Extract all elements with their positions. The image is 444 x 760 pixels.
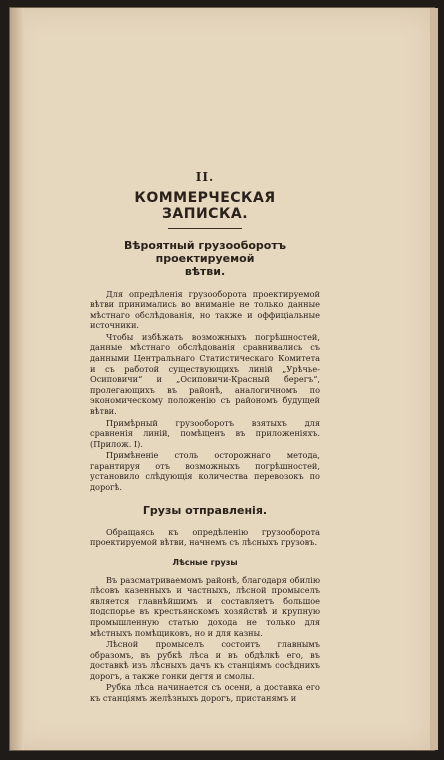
subsection-title-line2: вѣтви. [184,265,226,279]
paragraph: Чтобы избѣжать возможныхъ погрѣшностей, данные мѣстнаго обслѣдованія сравнивались съ данными Центральнаго Статистическаго Комитета и съ работой существующихъ линій „Урѣчье-Осиповичи“ и „Осиповичи-Красный берегъ“, пролегающихъ въ районѣ, аналогичномъ по экономическому положенію съ райономъ будущей вѣтви. [90,331,320,416]
subsection-title-forest: Лѣсные грузы [172,557,238,567]
subsection-title-cargo: Грузы отправленія. [142,503,268,517]
title-rule [168,228,242,229]
page-content [90,170,320,704]
paragraph: Примѣненіе столь осторожнаго метода, гарантируя отъ возможныхъ погрѣшностей, установило слѣдующія количества перевозокъ по дорогѣ. [90,450,320,492]
paragraph: Для опредѣленія грузооборота проектируемой вѣтви принимались во вниманіе не только данные мѣстнаго обслѣдованія, но также и оффиціальные источники. [90,288,320,331]
page-gutter [10,8,24,750]
spacer [90,494,320,504]
paragraph: Лѣсной промыселъ состоитъ главнымъ образомъ, въ рубкѣ лѣса и въ обдѣлкѣ его, въ доставкѣ изъ лѣсныхъ дачъ къ станціямъ сосѣднихъ дорогъ, а также гонки дегтя и смолы. [90,639,320,681]
paragraph: Примѣрный грузооборотъ взятыхъ для сравненія линій, помѣщенъ въ приложеніяхъ. (Прилож. I). [90,417,320,449]
section-number: II. [195,170,215,184]
subsection-title-turnover [90,239,320,279]
paragraph: Въ разсматриваемомъ районѣ, благодаря обилію лѣсовъ казенныхъ и частныхъ, лѣсной промыселъ является главнѣйшимъ и составляетъ большое подспорье въ крестьянскомъ хозяйствѣ и крупную промышленную статью дохода не только для мѣстныхъ помѣщиковъ, но и для казны. [90,574,320,638]
paragraph: Обращаясь къ опредѣленію грузооборота проектируемой вѣтви, начнемъ съ лѣсныхъ грузовъ. [90,526,320,548]
subsection-title-line1: Вѣроятный грузооборотъ проектируемой [123,239,287,266]
page-edge [430,8,438,750]
paragraph: Рубка лѣса начинается съ осени, а доставка его къ станціямъ желѣзныхъ дорогъ, пристанямъ и [90,682,320,704]
section-title: КОММЕРЧЕСКАЯ ЗАПИСКА. [134,190,276,222]
